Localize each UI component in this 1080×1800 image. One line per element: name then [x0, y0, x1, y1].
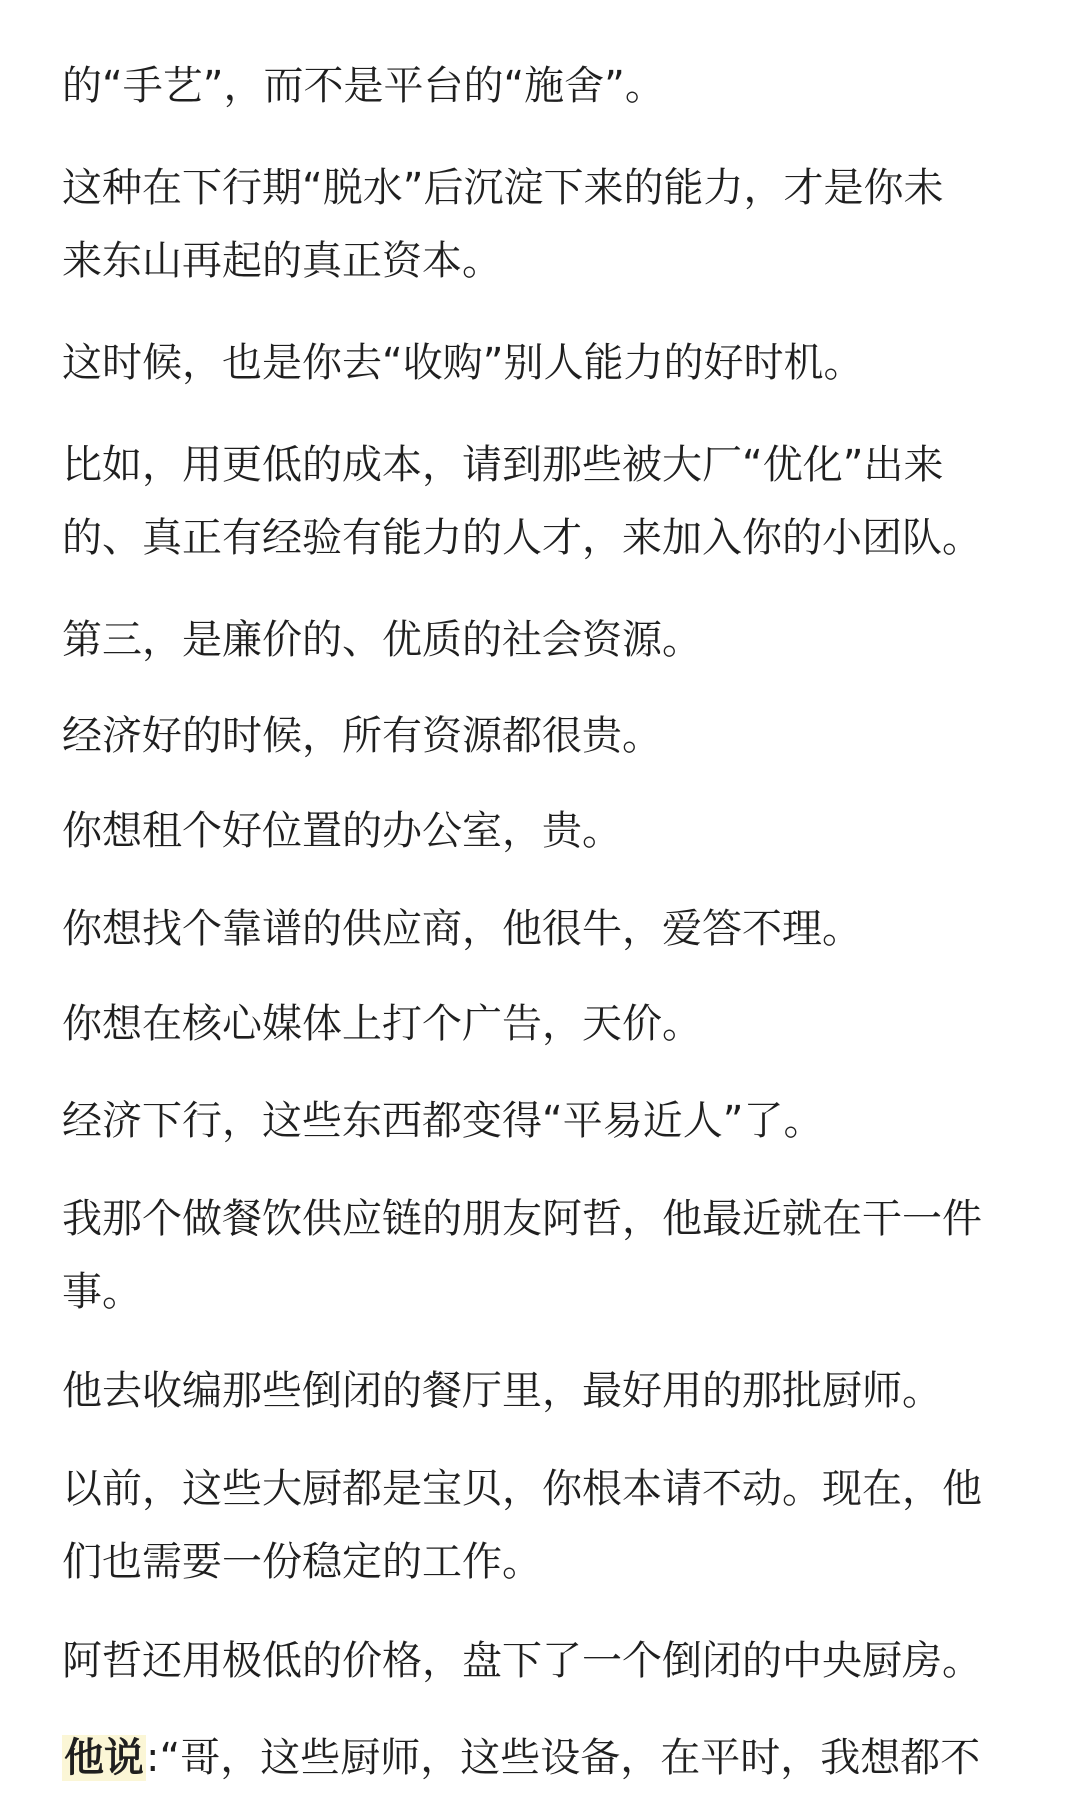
- text-line: 你想在核心媒体上打个广告，天价。: [62, 1001, 702, 1047]
- text-line: 这种在下行期“脱水”后沉淀下来的能力，才是你未: [62, 165, 944, 211]
- text-line: 我那个做餐饮供应链的朋友阿哲，他最近就在干一件: [62, 1196, 982, 1242]
- text-line: 来东山再起的真正资本。: [62, 238, 502, 284]
- text-line-last: [62, 1722, 980, 1795]
- text-line: 经济下行，这些东西都变得“平易近人”了。: [62, 1098, 824, 1144]
- text-line: 这时候，也是你去“收购”别人能力的好时机。: [62, 340, 864, 386]
- text-line: 事。: [62, 1269, 142, 1315]
- text-line: 的、真正有经验有能力的人才，来加入你的小团队。: [62, 515, 982, 561]
- text-line: 第三，是廉价的、优质的社会资源。: [62, 617, 702, 663]
- highlighted-speaker: 他说: [64, 1735, 144, 1781]
- text-line: 以前，这些大厨都是宝贝，你根本请不动。现在，他: [62, 1466, 982, 1512]
- text-line: 的“手艺”，而不是平台的“施舍”。: [62, 63, 665, 109]
- text-line: 经济好的时候，所有资源都很贵。: [62, 713, 662, 759]
- text-line: 你想租个好位置的办公室，贵。: [62, 808, 622, 854]
- text-line: 比如，用更低的成本，请到那些被大厂“优化”出来: [62, 442, 944, 488]
- quote-text: :“哥，这些厨师，这些设备，在平时，我想都不: [146, 1735, 981, 1781]
- text-line: 阿哲还用极低的价格，盘下了一个倒闭的中央厨房。: [62, 1638, 982, 1684]
- text-line: 他去收编那些倒闭的餐厅里，最好用的那批厨师。: [62, 1368, 942, 1414]
- text-line: 你想找个靠谱的供应商，他很牛，爱答不理。: [62, 906, 862, 952]
- text-line: 们也需要一份稳定的工作。: [62, 1539, 542, 1585]
